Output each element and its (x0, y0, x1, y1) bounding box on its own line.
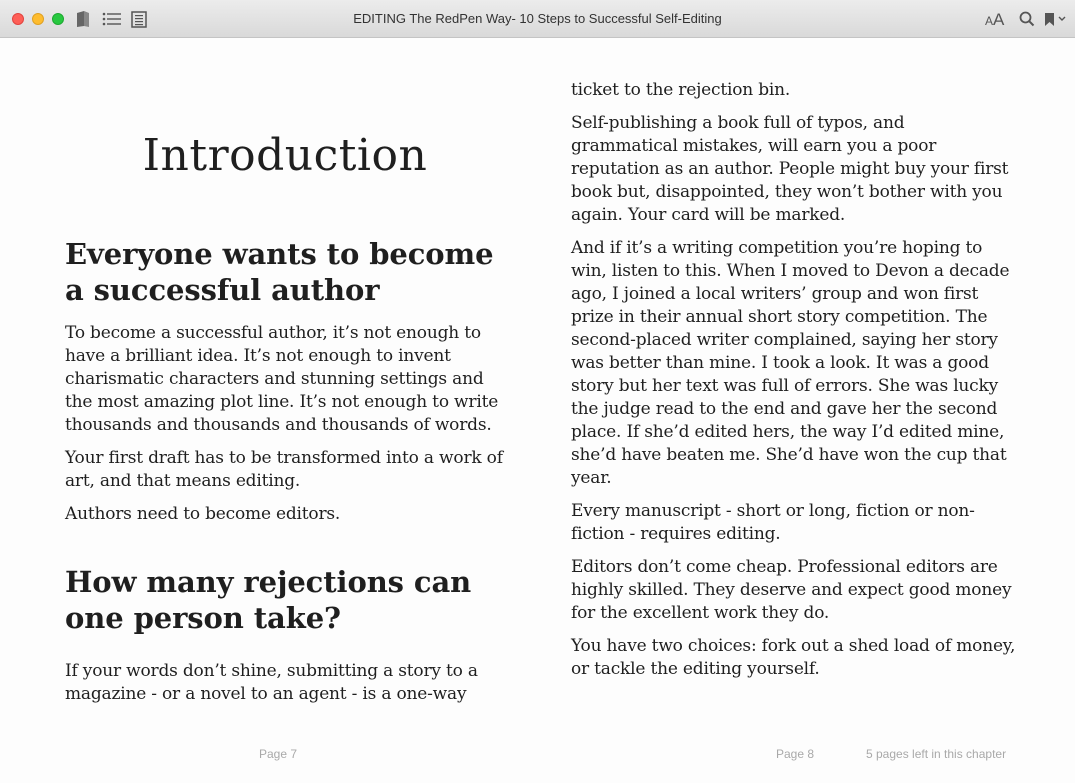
paragraph: ticket to the rejection bin. (571, 80, 791, 100)
window-title: EDITING The RedPen Way- 10 Steps to Successful Self-Editing (353, 11, 722, 26)
pages-left-indicator: 5 pages left in this chapter (866, 747, 1007, 761)
close-window-button[interactable] (12, 13, 24, 25)
paragraph: Editors don’t come cheap. Professional editors are highly skilled. They deserve and expect good money for the excellent work they do. (571, 557, 1012, 623)
right-page-number: Page 8 (776, 747, 815, 761)
paragraph: Your first draft has to be transformed into a work of art, and that means editing. (65, 448, 503, 491)
paragraph: You have two choices: fork out a shed load of money, or tackle the editing yourself. (571, 636, 1016, 679)
paragraph: To become a successful author, it’s not enough to have a brilliant idea. It’s not enough to invent charismatic characters and stunning settings and the most amazing plot line. It’s not enough to write thousands and thousands and thousands of words. (65, 323, 499, 435)
chevron-down-icon[interactable] (1057, 10, 1067, 28)
paragraph: And if it’s a writing competition you’re hoping to win, listen to this. When I moved to Devon a decade ago, I joined a local writers’ group and won first prize in their annual short story competition. The second-placed writer complained, saying her story was better than mine. I took a look. It was a good story but her text was full of errors. She was lucky the judge read to the end and gave her the second place. If she’d edited hers, the way I’d edited mine, she’d have beaten me. She’d have won the cup that year. (571, 238, 1010, 488)
library-icon[interactable] (74, 10, 92, 28)
chapter-title: Introduction (142, 130, 428, 181)
paragraph: Self-publishing a book full of typos, and grammatical mistakes, will earn you a poor reputation as an author. People might buy your first book but, disappointed, they won’t bother with you again. Your card will be marked. (571, 113, 1009, 225)
search-icon[interactable] (1018, 10, 1036, 28)
section-heading-1: Everyone wants to become a successful author (65, 237, 494, 307)
notes-icon[interactable] (130, 10, 148, 28)
font-size-icon[interactable] (985, 10, 1004, 30)
left-page-number: Page 7 (259, 747, 298, 761)
font-size-large-label: A (993, 10, 1005, 29)
zoom-window-button[interactable] (52, 13, 64, 25)
section-heading-2: How many rejections can one person take? (65, 565, 472, 635)
title-bar (0, 0, 1075, 38)
font-size-small-label: A (985, 14, 994, 28)
table-of-contents-icon[interactable] (101, 10, 123, 28)
paragraph: Every manuscript - short or long, fiction or non-fiction - requires editing. (571, 501, 975, 544)
minimize-window-button[interactable] (32, 13, 44, 25)
paragraph: Authors need to become editors. (65, 504, 341, 524)
bookmark-icon[interactable] (1043, 10, 1055, 28)
paragraph: If your words don’t shine, submitting a story to a magazine - or a novel to an agent - is a one-way (65, 661, 478, 704)
